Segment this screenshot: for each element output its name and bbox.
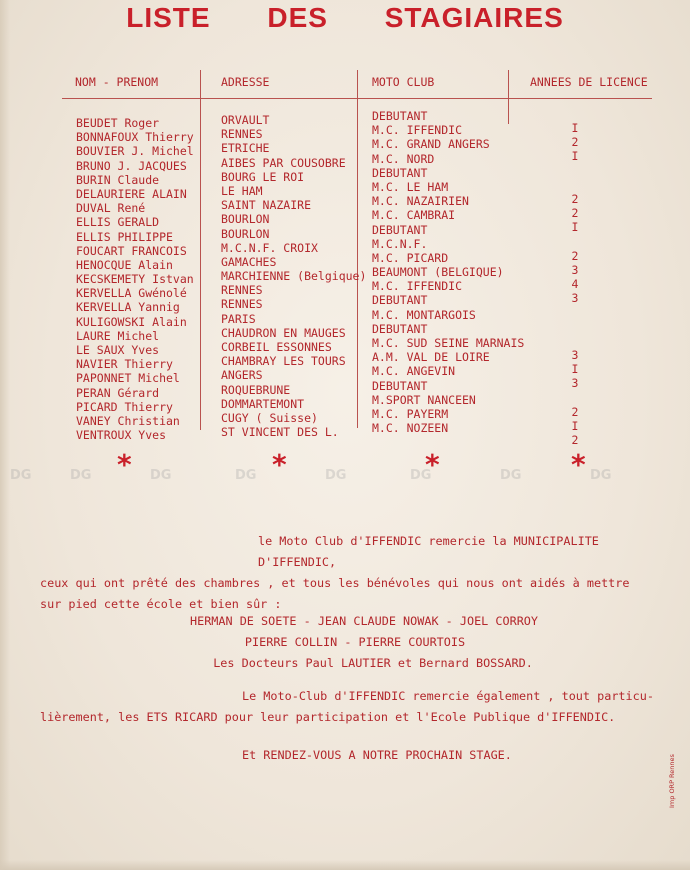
trainee-name: FOUCART FRANCOIS <box>76 243 187 258</box>
thanks1-line3: sur pied cette école et bien sûr : <box>40 597 282 611</box>
trainee-license-years: I <box>571 220 579 235</box>
trainee-address: ROQUEBRUNE <box>221 382 291 397</box>
trainee-club: M.SPORT NANCEEN <box>372 392 476 407</box>
watermark: DG <box>500 468 522 483</box>
trainee-club: DEBUTANT <box>372 321 428 336</box>
trainee-name: KERVELLA Yannig <box>76 300 180 315</box>
watermark: DG <box>70 468 92 483</box>
trainee-name: ELLIS GERALD <box>76 215 160 230</box>
watermark: DG <box>325 468 347 483</box>
helpers-line2: PIERRE COLLIN - PIERRE COURTOIS <box>244 635 466 649</box>
trainee-license-years: 2 <box>571 191 579 206</box>
page-title: LISTE DES STAGIAIRES <box>126 2 564 33</box>
trainee-name: KERVELLA Gwénolé <box>76 286 187 301</box>
helpers-line3: Les Docteurs Paul LAUTIER et Bernard BOSSARD. <box>213 656 533 670</box>
helpers-line1: HERMAN DE SOETE - JEAN CLAUDE NOWAK - JOEL CORROY <box>189 614 538 628</box>
trainee-address: PARIS <box>221 311 256 326</box>
trainee-license-years: I <box>571 121 579 135</box>
trainee-name: NAVIER Thierry <box>76 357 173 372</box>
header-address: ADRESSE <box>221 75 270 89</box>
trainee-club: M.C.N.F. <box>372 236 428 251</box>
names-column <box>76 116 216 442</box>
watermark: DG <box>10 468 32 483</box>
helpers-list <box>0 611 690 674</box>
trainee-address: CUGY ( Suisse) <box>221 410 318 425</box>
trainee-name: LE SAUX Yves <box>76 343 160 357</box>
trainee-license-years <box>560 305 590 319</box>
trainee-club: M.C. CAMBRAI <box>372 208 456 223</box>
trainee-license-years: I <box>571 149 579 164</box>
years-column <box>560 121 590 447</box>
trainee-license-years <box>560 334 590 348</box>
trainee-address: RENNES <box>221 127 263 142</box>
trainee-address: ETRICHE <box>221 141 270 156</box>
trainee-license-years <box>560 164 590 178</box>
thanks-paragraph-2 <box>40 686 660 728</box>
closing-line: Et RENDEZ-VOUS A NOTRE PROCHAIN STAGE. <box>242 748 512 762</box>
trainee-club: DEBUTANT <box>372 165 428 180</box>
thanks-paragraph-1 <box>40 531 660 615</box>
trainee-name: KECSKEMETY Istvan <box>76 272 194 287</box>
separator-row <box>0 448 690 488</box>
trainee-name: PICARD Thierry <box>76 399 173 414</box>
trainee-address: ORVAULT <box>221 113 270 127</box>
trainee-address: SAINT NAZAIRE <box>221 198 312 213</box>
trainee-name: BEUDET Roger <box>76 116 160 130</box>
paper-edge-left <box>0 0 10 870</box>
asterisk-separator: * <box>272 448 287 481</box>
trainee-address: RENNES <box>221 297 263 312</box>
clubs-column <box>372 109 542 435</box>
trainee-club: M.C. SUD SEINE MARNAIS <box>372 336 525 350</box>
trainee-club: DEBUTANT <box>372 293 428 308</box>
trainee-address: BOURG LE ROI <box>221 169 305 184</box>
trainee-license-years: 2 <box>571 135 579 150</box>
trainee-name: ELLIS PHILIPPE <box>76 229 173 244</box>
trainee-address: LE HAM <box>221 183 263 198</box>
trainee-club: DEBUTANT <box>372 109 428 123</box>
asterisk-separator: * <box>571 448 586 481</box>
trainee-address: RENNES <box>221 283 263 298</box>
trainee-address: GAMACHES <box>221 254 277 269</box>
thanks2-line2: lièrement, les ETS RICARD pour leur participation et l'Ecole Publique d'IFFENDIC. <box>40 710 616 724</box>
trainee-address: M.C.N.F. CROIX <box>221 240 318 255</box>
trainee-license-years: 3 <box>571 376 579 391</box>
trainee-name: LAURE Michel <box>76 328 160 343</box>
thanks2-line1: Le Moto-Club d'IFFENDIC remercie également , tout particu- <box>242 689 654 703</box>
trainee-license-years <box>560 391 590 405</box>
trainee-club: A.M. VAL DE LOIRE <box>372 350 490 365</box>
trainee-name: VANEY Christian <box>76 413 180 428</box>
trainee-name: KULIGOWSKI Alain <box>76 314 187 329</box>
asterisk-separator: * <box>425 448 440 481</box>
header-years: ANNEES DE LICENCE <box>530 75 648 89</box>
trainee-club: M.C. ANGEVIN <box>372 364 456 379</box>
trainee-name: PERAN Gérard <box>76 385 160 400</box>
trainee-club: M.C. NAZAIRIEN <box>372 194 469 209</box>
trainee-name: BONNAFOUX Thierry <box>76 130 194 145</box>
header-club: MOTO CLUB <box>372 75 435 89</box>
trainee-license-years: I <box>571 362 579 377</box>
trainee-address: BOURLON <box>221 226 270 241</box>
trainee-club: M.C. IFFENDIC <box>372 123 463 138</box>
trainee-club: M.C. GRAND ANGERS <box>372 137 490 152</box>
trainee-name: DELAURIERE ALAIN <box>76 186 187 201</box>
trainee-club: M.C. NORD <box>372 151 435 166</box>
trainee-address: CORBEIL ESSONNES <box>221 340 332 354</box>
thanks1-line2: ceux qui ont prêté des chambres , et tous les bénévoles qui nous ont aidés à mettre <box>40 576 630 590</box>
trainee-license-years: 4 <box>571 277 579 292</box>
trainee-name: VENTROUX Yves <box>76 428 167 443</box>
header-name: NOM - PRENOM <box>75 75 159 89</box>
trainee-address: MARCHIENNE (Belgique) <box>221 269 367 284</box>
trainee-license-years: I <box>571 418 579 433</box>
trainee-license-years: 2 <box>571 248 579 263</box>
trainee-license-years: 2 <box>571 404 579 419</box>
trainee-address: AIBES PAR COUSOBRE <box>221 155 346 170</box>
trainee-license-years: 2 <box>571 206 579 221</box>
watermark: DG <box>410 468 432 483</box>
watermark: DG <box>590 468 612 483</box>
trainee-address: BOURLON <box>221 212 270 227</box>
paper-edge-bottom <box>0 860 690 870</box>
trainee-license-years: 3 <box>571 348 579 362</box>
trainee-club: M.C. MONTARGOIS <box>372 307 476 322</box>
trainee-club: DEBUTANT <box>372 222 428 237</box>
trainee-license-years: 3 <box>571 262 579 277</box>
trainee-club: M.C. PICARD <box>372 250 449 265</box>
trainee-address: ANGERS <box>221 368 263 383</box>
trainee-address: CHAUDRON EN MAUGES <box>221 325 346 340</box>
printer-credit: Imp ORP Rennes <box>668 754 676 808</box>
trainee-club: DEBUTANT <box>372 378 428 393</box>
trainee-license-years <box>560 320 590 334</box>
trainee-license-years: 2 <box>571 433 579 448</box>
trainee-address: CHAMBRAY LES TOURS <box>221 354 346 369</box>
trainee-address: DOMMARTEMONT <box>221 396 305 411</box>
thanks1-line1: le Moto Club d'IFFENDIC remercie la MUNICIPALITE D'IFFENDIC, <box>258 534 599 569</box>
trainee-name: BURIN Claude <box>76 172 160 187</box>
trainee-club: M.C. IFFENDIC <box>372 279 463 294</box>
trainee-address: ST VINCENT DES L. <box>221 425 339 440</box>
trainee-name: BOUVIER J. Michel <box>76 144 194 159</box>
trainee-name: HENOCQUE Alain <box>76 257 173 272</box>
trainee-name: DUVAL René <box>76 201 146 216</box>
watermark: DG <box>235 468 257 483</box>
trainee-club: M.C. PAYERM <box>372 406 449 421</box>
addresses-column <box>221 113 371 439</box>
trainee-name: BRUNO J. JACQUES <box>76 158 187 173</box>
trainee-club: M.C. LE HAM <box>372 179 449 194</box>
asterisk-separator: * <box>117 448 132 481</box>
trainee-club: BEAUMONT (BELGIQUE) <box>372 265 504 280</box>
watermark: DG <box>150 468 172 483</box>
trainee-license-years <box>560 235 590 249</box>
trainee-license-years <box>560 178 590 192</box>
trainee-license-years: 3 <box>571 291 579 306</box>
trainee-club: M.C. NOZEEN <box>372 421 449 436</box>
trainee-name: PAPONNET Michel <box>76 371 180 386</box>
